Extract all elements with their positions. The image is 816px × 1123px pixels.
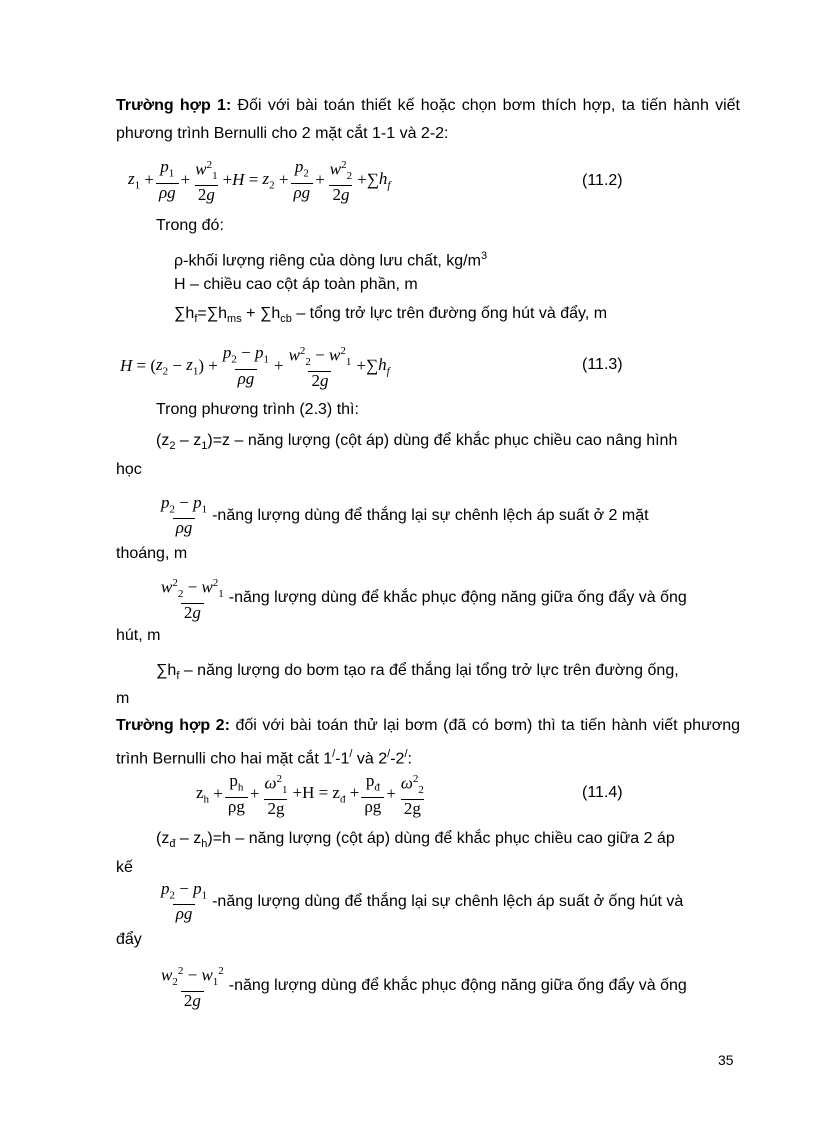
page-number: 35 <box>718 1052 734 1068</box>
velocity-fraction: $\frac{w^2_2 - w^2_1}{2g}$ <box>161 577 224 623</box>
velocity-fraction: $\frac{w_2^2 - w_1^2}{2g}$ <box>161 965 224 1011</box>
hf-definition <box>174 300 607 333</box>
sigma-symbol: ∑ <box>174 305 186 322</box>
hf-energy-text: – năng lượng do bơm tạo ra để thắng lại tổng trở lực trên đường ống, <box>179 662 679 679</box>
sigma-symbol: ∑ <box>156 662 168 679</box>
subscript-h: h <box>201 838 208 851</box>
plus-sign: + <box>241 305 260 322</box>
zd-definition-wrap: kế <box>116 859 133 876</box>
equation-number: (11.2) <box>582 172 623 189</box>
case1-text: Đối với bài toán thiết kế hoặc chọn bơm thích hợp, ta tiến hành viết phương trình Bernulli cho 2 mặt cắt 1-1 và 2-2: <box>116 97 741 142</box>
z-definition-wrap: học <box>116 461 142 478</box>
hf-energy-definition <box>156 657 740 690</box>
case1-paragraph <box>116 92 740 148</box>
case2-text: đối với bài toán thử lại bơm (đã có bơm) thì ta tiến hành viết phương trình Bernulli cho hai mặt cắt 1 <box>116 717 740 768</box>
equation-number: (11.3) <box>582 356 623 373</box>
h-symbol: h <box>271 305 281 322</box>
zd-definition-text: )=h – năng lượng (cột áp) dùng để khắc phục chiều cao giữa 2 áp <box>207 830 675 847</box>
velocity-definition-wrap: hút, m <box>116 627 161 644</box>
zd-text: – z <box>175 830 202 847</box>
zd-text: (z <box>156 830 170 847</box>
subscript-2: 2 <box>169 440 176 453</box>
rho-definition-text: -khối lượng riêng của dòng lưu chất, kg/m <box>183 252 481 270</box>
h-symbol: h <box>167 662 177 679</box>
pressure-definition-wrap: thoáng, m <box>116 545 188 562</box>
case2-text: -2 <box>390 750 405 768</box>
sigma-symbol: ∑ <box>206 305 219 322</box>
subscript-f: f <box>194 313 198 326</box>
subscript-f: f <box>176 670 180 683</box>
prime-mark: / <box>387 748 391 760</box>
prime-mark: / <box>332 748 336 760</box>
rho-symbol: ρ <box>174 252 184 270</box>
pressure-definition-wrap: đẩy <box>116 931 142 948</box>
subscript-d: đ <box>169 838 176 851</box>
velocity-definition-2 <box>156 962 687 1010</box>
pressure-definition-1 <box>156 494 649 537</box>
in-equation-label: Trong phương trình (2.3) thì: <box>156 401 359 418</box>
h-symbol: h <box>218 305 228 322</box>
case2-paragraph <box>116 712 740 773</box>
case2-text: -1 <box>335 750 350 768</box>
rho-exponent: 3 <box>480 250 488 262</box>
pressure-fraction: $\frac{p_2 - p_1}{\rho g}$ <box>161 879 208 924</box>
where-label: Trong đó: <box>156 217 224 234</box>
z-definition <box>156 427 740 460</box>
pressure-fraction: $\frac{p_2 - p_1}{\rho g}$ <box>161 493 208 538</box>
prime-mark: / <box>404 748 408 760</box>
pressure-definition-text: -năng lượng dùng để thắng lại sự chênh lệch áp suất ở 2 mặt <box>212 506 649 524</box>
prime-mark: / <box>349 748 353 760</box>
zd-definition <box>156 825 740 858</box>
hf-definition-text: – tổng trở lực trên đường ống hút và đẩy, m <box>291 305 608 322</box>
case2-text: : <box>407 750 412 768</box>
equation-11-2: $z_1$ + $\frac{p_1}{\rho g}$ + $\frac{w^2_1}{2g}$ + H = $z_2$ + $\frac{p_2}{\rho g}$ + $\frac{w^2_2}{2g}$ + ∑ $h_f$ <box>128 157 391 205</box>
h-symbol: h <box>185 305 195 322</box>
case2-text: và 2 <box>352 750 388 768</box>
equation-11-3: H = ( $z_2$ − $z_1$ ) + $\frac{p_2 - p_1}{\rho g}$ + $\frac{w^2_2 - w^2_1}{2g}$ + ∑ $h_f$ <box>120 343 390 391</box>
z-text: (z <box>156 432 170 449</box>
equation-number: (11.4) <box>582 784 623 801</box>
velocity-definition-text: -năng lượng dùng để khắc phục động năng giữa ống đẩy và ống <box>228 977 687 995</box>
velocity-definition-1 <box>156 574 687 622</box>
h-definition: H – chiều cao cột áp toàn phần, m <box>174 276 418 293</box>
z-definition-text: )=z – năng lượng (cột áp) dùng để khắc phục chiều cao nâng hình <box>207 432 678 449</box>
subscript-ms: ms <box>227 313 242 326</box>
case1-title: Trường hợp 1: <box>116 97 232 114</box>
subscript-1: 1 <box>201 440 208 453</box>
hf-energy-wrap: m <box>116 690 130 707</box>
pressure-definition-2 <box>156 880 683 923</box>
sigma-symbol: ∑ <box>259 305 272 322</box>
subscript-cb: cb <box>280 313 292 326</box>
pressure-definition-text: -năng lượng dùng để thắng lại sự chênh lệch áp suất ở ống hút và <box>212 892 684 910</box>
equation-11-4: $z_h$ + $\frac{p_h}{\rho g}$ + $\frac{\omega^2_1}{2g}$ $+H = z_đ$ + $\frac{p_đ}{\rho g}$ + $\frac{\omega^2_2}{2g}$ <box>196 771 424 819</box>
equals-sign: = <box>197 305 207 322</box>
z-text: – z <box>175 432 202 449</box>
velocity-definition-text: -năng lượng dùng để khắc phục động năng giữa ống đẩy và ống <box>228 589 687 607</box>
case2-title: Trường hợp 2: <box>116 717 230 734</box>
